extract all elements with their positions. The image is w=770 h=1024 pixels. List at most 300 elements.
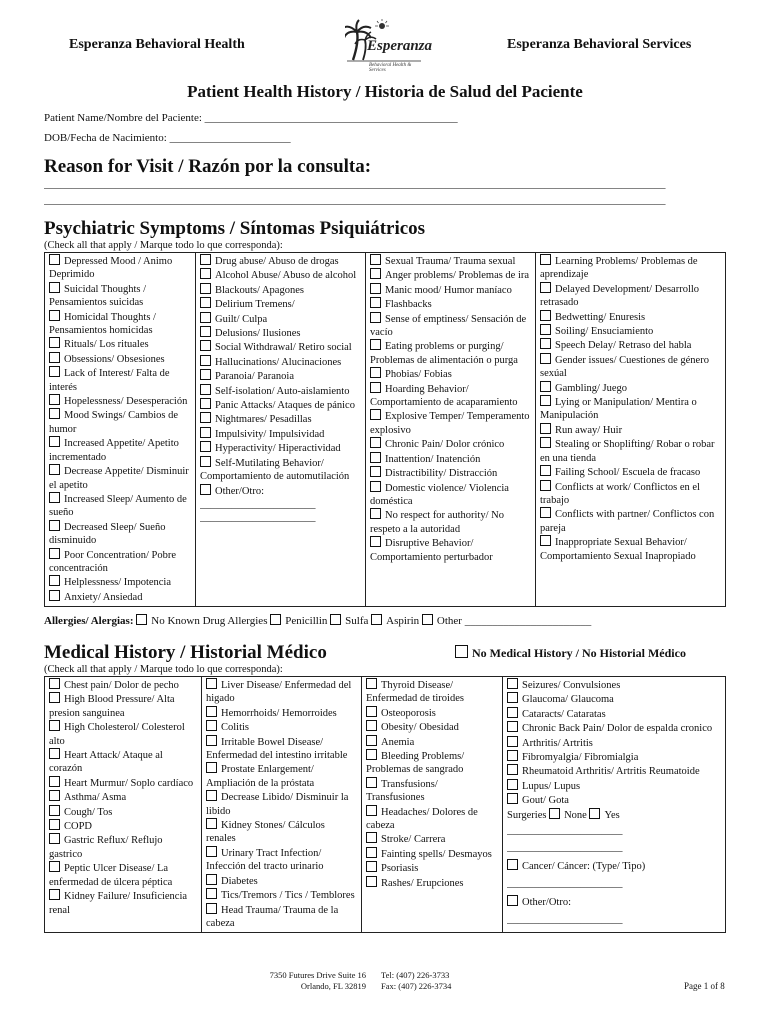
medical-condition-checkbox[interactable] (366, 749, 377, 760)
medical-other-checkbox[interactable] (507, 895, 518, 906)
psych-symptom-label: Social Withdrawal/ Retiro social (215, 342, 352, 354)
psych-symptom-checkbox[interactable] (200, 484, 211, 495)
medical-condition-item (206, 735, 357, 763)
medical-condition-checkbox[interactable] (49, 833, 60, 844)
psych-symptom-item (49, 366, 191, 394)
psych-symptom-checkbox[interactable] (540, 324, 551, 335)
medical-condition-label: Thyroid Disease/ Enfermedad de tiroides (366, 680, 464, 705)
medical-condition-checkbox[interactable] (366, 832, 377, 843)
psych-symptom-checkbox[interactable] (540, 507, 551, 518)
medical-condition-item (49, 720, 197, 748)
psych-symptom-item (200, 456, 361, 484)
psych-col-1 (45, 253, 196, 607)
psych-symptom-item (540, 254, 721, 282)
psych-symptom-item (370, 536, 531, 564)
medical-condition-checkbox[interactable] (206, 888, 217, 899)
psych-symptom-item (540, 480, 721, 508)
medical-condition-checkbox[interactable] (206, 735, 217, 746)
psych-symptom-label: Mood Swings/ Cambios de humor (49, 410, 179, 435)
medical-condition-checkbox[interactable] (366, 847, 377, 858)
psych-symptom-label: Guilt/ Culpa (215, 313, 268, 325)
psych-symptom-checkbox[interactable] (200, 384, 211, 395)
psych-symptom-checkbox[interactable] (200, 398, 211, 409)
medical-condition-label: Decrease Libido/ Disminuir la libido (206, 792, 349, 817)
psych-symptom-label: Delusions/ Ilusiones (215, 328, 301, 340)
medical-condition-label: Liver Disease/ Enfermedad del higado (206, 680, 352, 705)
medical-condition-item (366, 678, 498, 706)
psych-symptom-label: Phobias/ Fobias (385, 369, 452, 381)
form-title: Patient Health History / Historia de Salud del Paciente (187, 82, 583, 101)
psych-symptom-checkbox[interactable] (370, 254, 381, 265)
psych-symptom-label: Inattention/ Inatención (385, 453, 481, 465)
medical-other-label: Other/Otro: (522, 896, 571, 908)
psych-symptom-label: Inappropriate Sexual Behavior/ Comportamiento Sexual Inapropiado (540, 537, 696, 562)
surgeries-blank-2[interactable]: ______________________ (507, 842, 623, 854)
psych-symptom-item (49, 310, 191, 338)
psych-symptom-checkbox[interactable] (200, 441, 211, 452)
medical-condition-checkbox[interactable] (206, 846, 217, 857)
medical-condition-label: Transfusions/ Transfusiones (366, 778, 438, 804)
psych-symptom-checkbox[interactable] (200, 355, 211, 366)
no-medical-history-checkbox[interactable] (455, 645, 468, 658)
psych-symptom-item (200, 355, 361, 369)
medical-condition-checkbox[interactable] (507, 736, 518, 747)
psych-symptom-label: Stealing or Shoplifting/ Robar o robar en una tienda (540, 439, 715, 464)
psych-symptom-item (370, 437, 531, 451)
psych-symptom-checkbox[interactable] (370, 312, 381, 323)
psych-symptom-item (49, 590, 191, 604)
medical-condition-item (366, 706, 498, 720)
psych-symptom-checkbox[interactable] (540, 423, 551, 434)
allergy-aspirin-label: Aspirin (386, 615, 420, 627)
medical-condition-checkbox[interactable] (366, 735, 377, 746)
medical-condition-checkbox[interactable] (507, 692, 518, 703)
psych-symptom-item (200, 484, 361, 498)
psych-symptom-item (49, 520, 191, 548)
psych-symptom-label: Increased Sleep/ Aumento de sueño (49, 493, 187, 519)
medical-condition-item (507, 793, 721, 807)
medical-condition-item (206, 874, 357, 888)
psych-symptom-item (49, 548, 191, 576)
psych-symptom-checkbox[interactable] (200, 456, 211, 467)
psych-symptom-checkbox[interactable] (200, 340, 211, 351)
psych-symptom-checkbox[interactable] (49, 520, 60, 531)
medical-condition-label: Stroke/ Carrera (381, 834, 446, 846)
medical-condition-label: Rashes/ Erupciones (381, 877, 464, 889)
footer-contact (381, 970, 451, 992)
medical-condition-item (206, 888, 357, 902)
medical-condition-checkbox[interactable] (366, 777, 377, 788)
medical-condition-item (49, 790, 197, 804)
surgeries-row (507, 808, 721, 822)
psych-symptom-label: Self-Mutilating Behavior/ Comportamiento de automutilación (200, 457, 350, 483)
medical-condition-label: Cataracts/ Cataratas (522, 708, 606, 720)
medical-condition-label: Heart Attack/ Ataque al corazón (49, 750, 163, 775)
psych-symptom-label: Drug abuse/ Abuso de drogas (215, 256, 339, 267)
psych-symptom-checkbox[interactable] (540, 282, 551, 293)
medical-condition-label: Heart Murmur/ Soplo cardíaco (64, 777, 194, 789)
psych-symptom-label: Soiling/ Ensuciamiento (555, 326, 654, 338)
medical-condition-checkbox[interactable] (507, 707, 518, 718)
surgeries-none-checkbox[interactable] (549, 808, 560, 819)
psych-symptom-checkbox[interactable] (370, 437, 381, 448)
medical-condition-item (49, 819, 197, 833)
medical-condition-item (366, 805, 498, 833)
psych-symptom-checkbox[interactable] (49, 366, 60, 377)
psych-symptom-checkbox[interactable] (49, 352, 60, 363)
psych-symptom-checkbox[interactable] (200, 326, 211, 337)
psych-heading: Psychiatric Symptoms / Síntomas Psiquiátricos (44, 218, 426, 239)
psych-note: (Check all that apply / Marque todo lo que corresponda): (44, 240, 283, 251)
psych-symptom-label: Disruptive Behavior/ Comportamiento perturbador (370, 538, 493, 563)
psych-symptom-item (540, 535, 721, 563)
psych-symptom-checkbox[interactable] (540, 353, 551, 364)
allergy-aspirin-checkbox[interactable] (371, 614, 382, 625)
psych-symptom-item (540, 507, 721, 535)
psych-symptom-item (49, 408, 191, 436)
psych-symptom-item (370, 508, 531, 536)
psych-symptom-item (370, 297, 531, 311)
psych-symptom-checkbox[interactable] (370, 409, 381, 420)
medical-condition-checkbox[interactable] (49, 692, 60, 703)
medical-condition-label: Glaucoma/ Glaucoma (522, 694, 614, 706)
psych-symptom-label: Hoarding Behavior/ Comportamiento de acaparamiento (370, 383, 518, 409)
footer-address-line-1: 7350 Futures Drive Suite 16 (269, 970, 366, 980)
psych-symptom-label: Poor Concentration/ Pobre concentración (49, 549, 176, 574)
psych-symptom-checkbox[interactable] (49, 436, 60, 447)
medical-condition-item (507, 707, 721, 721)
psych-symptom-checkbox[interactable] (49, 254, 60, 265)
psych-symptom-checkbox[interactable] (370, 508, 381, 519)
psych-symptom-label: Rituals/ Los rituales (64, 339, 149, 351)
psych-symptom-checkbox[interactable] (540, 338, 551, 349)
medical-condition-label: Headaches/ Dolores de cabeza (366, 806, 478, 832)
psych-symptom-label: Anxiety/ Ansiedad (64, 591, 143, 603)
medical-condition-item (507, 721, 721, 735)
medical-col-2 (202, 677, 362, 933)
footer-address-line-2: Orlando, FL 32819 (300, 981, 366, 991)
psych-symptom-item (370, 452, 531, 466)
allergy-sulfa-checkbox[interactable] (330, 614, 341, 625)
psych-symptom-label: Other/Otro: (215, 485, 264, 497)
psych-symptom-label: No respect for authority/ No respeto a la autoridad (370, 510, 504, 535)
psych-symptom-checkbox[interactable] (200, 369, 211, 380)
dob-field[interactable]: ______________________ (169, 132, 291, 144)
psych-symptom-label: Flashbacks (385, 299, 432, 311)
medical-condition-item (507, 692, 721, 706)
medical-condition-checkbox[interactable] (366, 720, 377, 731)
medical-condition-item (366, 847, 498, 861)
medical-condition-item (507, 750, 721, 764)
medical-condition-checkbox[interactable] (49, 748, 60, 759)
psych-symptom-item (200, 297, 361, 311)
psych-symptom-checkbox[interactable] (540, 437, 551, 448)
psych-col-4 (536, 253, 726, 607)
medical-condition-item (366, 876, 498, 890)
psych-symptom-checkbox[interactable] (370, 382, 381, 393)
medical-condition-item (49, 776, 197, 790)
medical-condition-checkbox[interactable] (49, 720, 60, 731)
psych-symptom-checkbox[interactable] (49, 575, 60, 586)
medical-condition-label: Peptic Ulcer Disease/ La enfermedad de úlcera péptica (49, 863, 173, 888)
psych-symptom-item (370, 283, 531, 297)
patient-name-field[interactable]: ______________________________________________ (204, 112, 458, 124)
medical-condition-item (507, 764, 721, 778)
psych-symptom-label: Alcohol Abuse/ Abuso de alcohol (215, 270, 357, 282)
medical-condition-checkbox[interactable] (206, 903, 217, 914)
psych-symptoms-table (44, 252, 726, 607)
psych-symptom-label: Anger problems/ Problemas de ira (385, 270, 530, 282)
dob-row (44, 132, 291, 144)
cancer-label: Cancer/ Cáncer: (Type/ Tipo) (522, 860, 646, 872)
medical-condition-checkbox[interactable] (206, 706, 217, 717)
medical-condition-checkbox[interactable] (366, 861, 377, 872)
psych-symptom-item (370, 481, 531, 509)
psych-symptom-item (200, 340, 361, 354)
psych-other-blank-2[interactable]: ______________________ (200, 512, 316, 524)
psych-symptom-checkbox[interactable] (49, 492, 60, 503)
medical-condition-checkbox[interactable] (366, 678, 377, 689)
medical-condition-label: Anemia (381, 736, 415, 748)
medical-condition-label: High Cholesterol/ Colesterol alto (49, 722, 185, 747)
psych-symptom-checkbox[interactable] (370, 297, 381, 308)
surgeries-none-label: None (564, 809, 587, 821)
surgeries-yes-label: Yes (604, 809, 620, 821)
medical-condition-checkbox[interactable] (206, 874, 217, 885)
psych-symptom-checkbox[interactable] (49, 394, 60, 405)
medical-condition-label: Irritable Bowel Disease/ Enfermedad del intestino irritable (206, 736, 348, 762)
logo-tagline: Behavioral Health & Services (369, 63, 412, 73)
medical-condition-item (206, 720, 357, 734)
psych-symptom-label: Explosive Temper/ Temperamento explosivo (370, 411, 530, 436)
medical-condition-label: Colitis (221, 722, 250, 734)
medical-condition-checkbox[interactable] (206, 762, 217, 773)
medical-condition-checkbox[interactable] (507, 793, 518, 804)
psych-symptom-item (540, 465, 721, 479)
psych-symptom-label: Lying or Manipulation/ Mentira o Manipulación (540, 397, 697, 422)
psych-symptom-item (49, 436, 191, 464)
psych-symptom-label: Speech Delay/ Retraso del habla (555, 340, 692, 352)
medical-condition-label: Tics/Tremors / Tics / Temblores (221, 890, 355, 902)
esperanza-logo (345, 18, 433, 73)
medical-condition-checkbox[interactable] (507, 721, 518, 732)
medical-condition-checkbox[interactable] (366, 706, 377, 717)
psych-symptom-item (49, 254, 191, 282)
medical-condition-item (206, 762, 357, 790)
medical-condition-item (206, 846, 357, 874)
psych-symptom-item (370, 367, 531, 381)
medical-condition-checkbox[interactable] (49, 819, 60, 830)
psych-symptom-checkbox[interactable] (370, 283, 381, 294)
medical-condition-label: Prostate Enlargement/ Ampliación de la próstata (206, 764, 315, 789)
cancer-checkbox[interactable] (507, 859, 518, 870)
medical-condition-label: Psoriasis (381, 863, 419, 875)
psych-symptom-item (49, 282, 191, 310)
psych-symptom-checkbox[interactable] (200, 268, 211, 279)
medical-condition-item (206, 903, 357, 931)
medical-condition-item (206, 818, 357, 846)
psych-symptom-checkbox[interactable] (540, 465, 551, 476)
medical-condition-label: Hemorrhoids/ Hemorroides (221, 707, 337, 719)
psych-symptom-checkbox[interactable] (540, 310, 551, 321)
medical-condition-label: Seizures/ Convulsiones (522, 680, 621, 691)
psych-symptom-checkbox[interactable] (49, 548, 60, 559)
medical-condition-label: Urinary Tract Infection/ Infección del tracto urinario (206, 847, 324, 873)
psych-symptom-checkbox[interactable] (540, 535, 551, 546)
psych-symptom-checkbox[interactable] (370, 536, 381, 547)
medical-condition-checkbox[interactable] (49, 805, 60, 816)
psych-symptom-label: Decrease Appetite/ Disminuir el apetito (49, 466, 189, 491)
logo-wordmark: Esperanza (367, 38, 433, 54)
psych-col-2 (196, 253, 366, 607)
surgeries-blank-1[interactable]: ______________________ (507, 825, 623, 837)
psych-symptom-label: Eating problems or purging/ Problemas de alimentación o purga (370, 341, 518, 366)
medical-condition-checkbox[interactable] (49, 889, 60, 900)
medical-condition-checkbox[interactable] (507, 764, 518, 775)
medical-condition-checkbox[interactable] (206, 790, 217, 801)
psych-symptom-checkbox[interactable] (370, 481, 381, 492)
psych-symptom-item (200, 384, 361, 398)
medical-condition-checkbox[interactable] (366, 805, 377, 816)
medical-condition-checkbox[interactable] (507, 750, 518, 761)
psych-symptom-checkbox[interactable] (200, 283, 211, 294)
medical-other-row (507, 895, 721, 909)
psych-symptom-item (200, 441, 361, 455)
reason-line-2[interactable]: _________________________________________________________________________________________________________________ (44, 194, 666, 206)
psych-symptom-checkbox[interactable] (370, 466, 381, 477)
psych-symptom-checkbox[interactable] (540, 480, 551, 491)
psych-symptom-item (540, 381, 721, 395)
medical-condition-checkbox[interactable] (206, 678, 217, 689)
psych-symptom-checkbox[interactable] (540, 395, 551, 406)
allergy-penicillin-checkbox[interactable] (270, 614, 281, 625)
psych-symptom-item (540, 282, 721, 310)
medical-col-1 (45, 677, 202, 933)
psych-symptom-item (370, 254, 531, 268)
surgeries-yes-checkbox[interactable] (589, 808, 600, 819)
psych-symptom-checkbox[interactable] (370, 339, 381, 350)
psych-symptom-item (49, 575, 191, 589)
psych-symptom-checkbox[interactable] (200, 297, 211, 308)
medical-condition-checkbox[interactable] (49, 776, 60, 787)
medical-condition-label: Kidney Stones/ Cálculos renales (206, 820, 325, 845)
cancer-blank[interactable]: ______________________ (507, 878, 623, 890)
medical-condition-item (49, 805, 197, 819)
psych-symptom-item (49, 352, 191, 366)
psych-symptom-label: Sense of emptiness/ Sensación de vacío (370, 313, 527, 339)
no-medical-history-row (455, 645, 686, 661)
psych-symptom-checkbox[interactable] (370, 452, 381, 463)
psych-symptom-checkbox[interactable] (49, 408, 60, 419)
medical-condition-label: Osteoporosis (381, 707, 436, 719)
medical-condition-item (507, 779, 721, 793)
medical-condition-checkbox[interactable] (49, 861, 60, 872)
medical-condition-item (507, 736, 721, 750)
psych-symptom-label: Bedwetting/ Enuresis (555, 311, 646, 323)
medical-condition-item (49, 678, 197, 692)
psych-symptom-checkbox[interactable] (200, 427, 211, 438)
psych-symptom-item (49, 394, 191, 408)
psych-symptom-label: Impulsivity/ Impulsividad (215, 428, 325, 440)
medical-condition-label: High Blood Pressure/ Alta presion sanguinea (49, 694, 175, 719)
medical-condition-checkbox[interactable] (206, 818, 217, 829)
psych-symptom-checkbox[interactable] (49, 464, 60, 475)
psych-symptom-item (200, 326, 361, 340)
psych-symptom-label: Learning Problems/ Problemas de aprendizaje (540, 256, 698, 281)
medical-condition-checkbox[interactable] (366, 876, 377, 887)
medical-other-blank[interactable]: ______________________ (507, 914, 623, 926)
medical-condition-item (366, 749, 498, 777)
psych-symptom-label: Delayed Development/ Desarrollo retrasado (540, 283, 700, 309)
allergy-other-field[interactable]: _______________________ (464, 615, 592, 627)
psych-symptom-checkbox[interactable] (49, 310, 60, 321)
allergy-nkda-checkbox[interactable] (136, 614, 147, 625)
medical-condition-checkbox[interactable] (49, 790, 60, 801)
psych-symptom-checkbox[interactable] (370, 367, 381, 378)
medical-condition-label: Kidney Failure/ Insuficiencia renal (49, 891, 188, 916)
psych-symptom-item (200, 312, 361, 326)
patient-name-label: Patient Name/Nombre del Paciente: (44, 112, 202, 124)
psych-symptom-item (540, 324, 721, 338)
psych-symptom-checkbox[interactable] (49, 590, 60, 601)
psych-symptom-label: Blackouts/ Apagones (215, 284, 304, 296)
psych-symptom-label: Chronic Pain/ Dolor crónico (385, 439, 505, 451)
medical-condition-item (49, 861, 197, 889)
medical-condition-checkbox[interactable] (507, 779, 518, 790)
psych-symptom-label: Homicidal Thoughts / Pensamientos homicidas (49, 311, 156, 337)
psych-symptom-checkbox[interactable] (49, 337, 60, 348)
psych-symptom-label: Gender issues/ Cuestiones de género sexúal (540, 354, 709, 380)
psych-symptom-checkbox[interactable] (540, 381, 551, 392)
psych-symptom-item (370, 382, 531, 410)
psych-symptom-label: Self-isolation/ Auto-aislamiento (215, 385, 350, 397)
allergy-other-checkbox[interactable] (422, 614, 433, 625)
dob-label: DOB/Fecha de Nacimiento: (44, 132, 167, 144)
psych-symptom-item (540, 395, 721, 423)
medical-condition-item (366, 735, 498, 749)
medical-condition-item (366, 720, 498, 734)
psych-symptom-label: Suicidal Thoughts / Pensamientos suicidas (49, 283, 147, 309)
psych-symptom-item (200, 427, 361, 441)
no-medical-history-label: No Medical History / No Historial Médico (472, 646, 686, 660)
psych-symptom-label: Run away/ Huir (555, 424, 623, 436)
medical-condition-label: Fainting spells/ Desmayos (381, 848, 492, 860)
medical-condition-item (206, 790, 357, 818)
psych-symptom-checkbox[interactable] (200, 412, 211, 423)
medical-condition-label: Arthritis/ Artritis (522, 737, 593, 749)
medical-condition-label: Head Trauma/ Trauma de la cabeza (206, 904, 339, 929)
psych-symptom-checkbox[interactable] (200, 254, 211, 265)
medical-history-table (44, 676, 726, 933)
psych-symptom-item (49, 492, 191, 520)
medical-condition-checkbox[interactable] (206, 720, 217, 731)
reason-line-1[interactable]: _________________________________________________________________________________________________________________ (44, 178, 666, 190)
medical-condition-label: Diabetes (221, 875, 258, 887)
psych-symptom-item (200, 254, 361, 268)
psych-symptom-checkbox[interactable] (540, 254, 551, 265)
psych-symptom-checkbox[interactable] (370, 268, 381, 279)
psych-symptom-label: Hopelessness/ Desesperación (64, 396, 188, 408)
medical-condition-checkbox[interactable] (49, 678, 60, 689)
allergies-row (44, 614, 591, 627)
psych-other-blank-1[interactable]: ______________________ (200, 498, 316, 510)
psych-symptom-label: Domestic violence/ Violencia doméstica (370, 482, 509, 507)
psych-symptom-checkbox[interactable] (200, 312, 211, 323)
psych-symptom-label: Nightmares/ Pesadillas (215, 414, 312, 426)
psych-symptom-item (200, 412, 361, 426)
psych-symptom-checkbox[interactable] (49, 282, 60, 293)
medical-condition-checkbox[interactable] (507, 678, 518, 689)
